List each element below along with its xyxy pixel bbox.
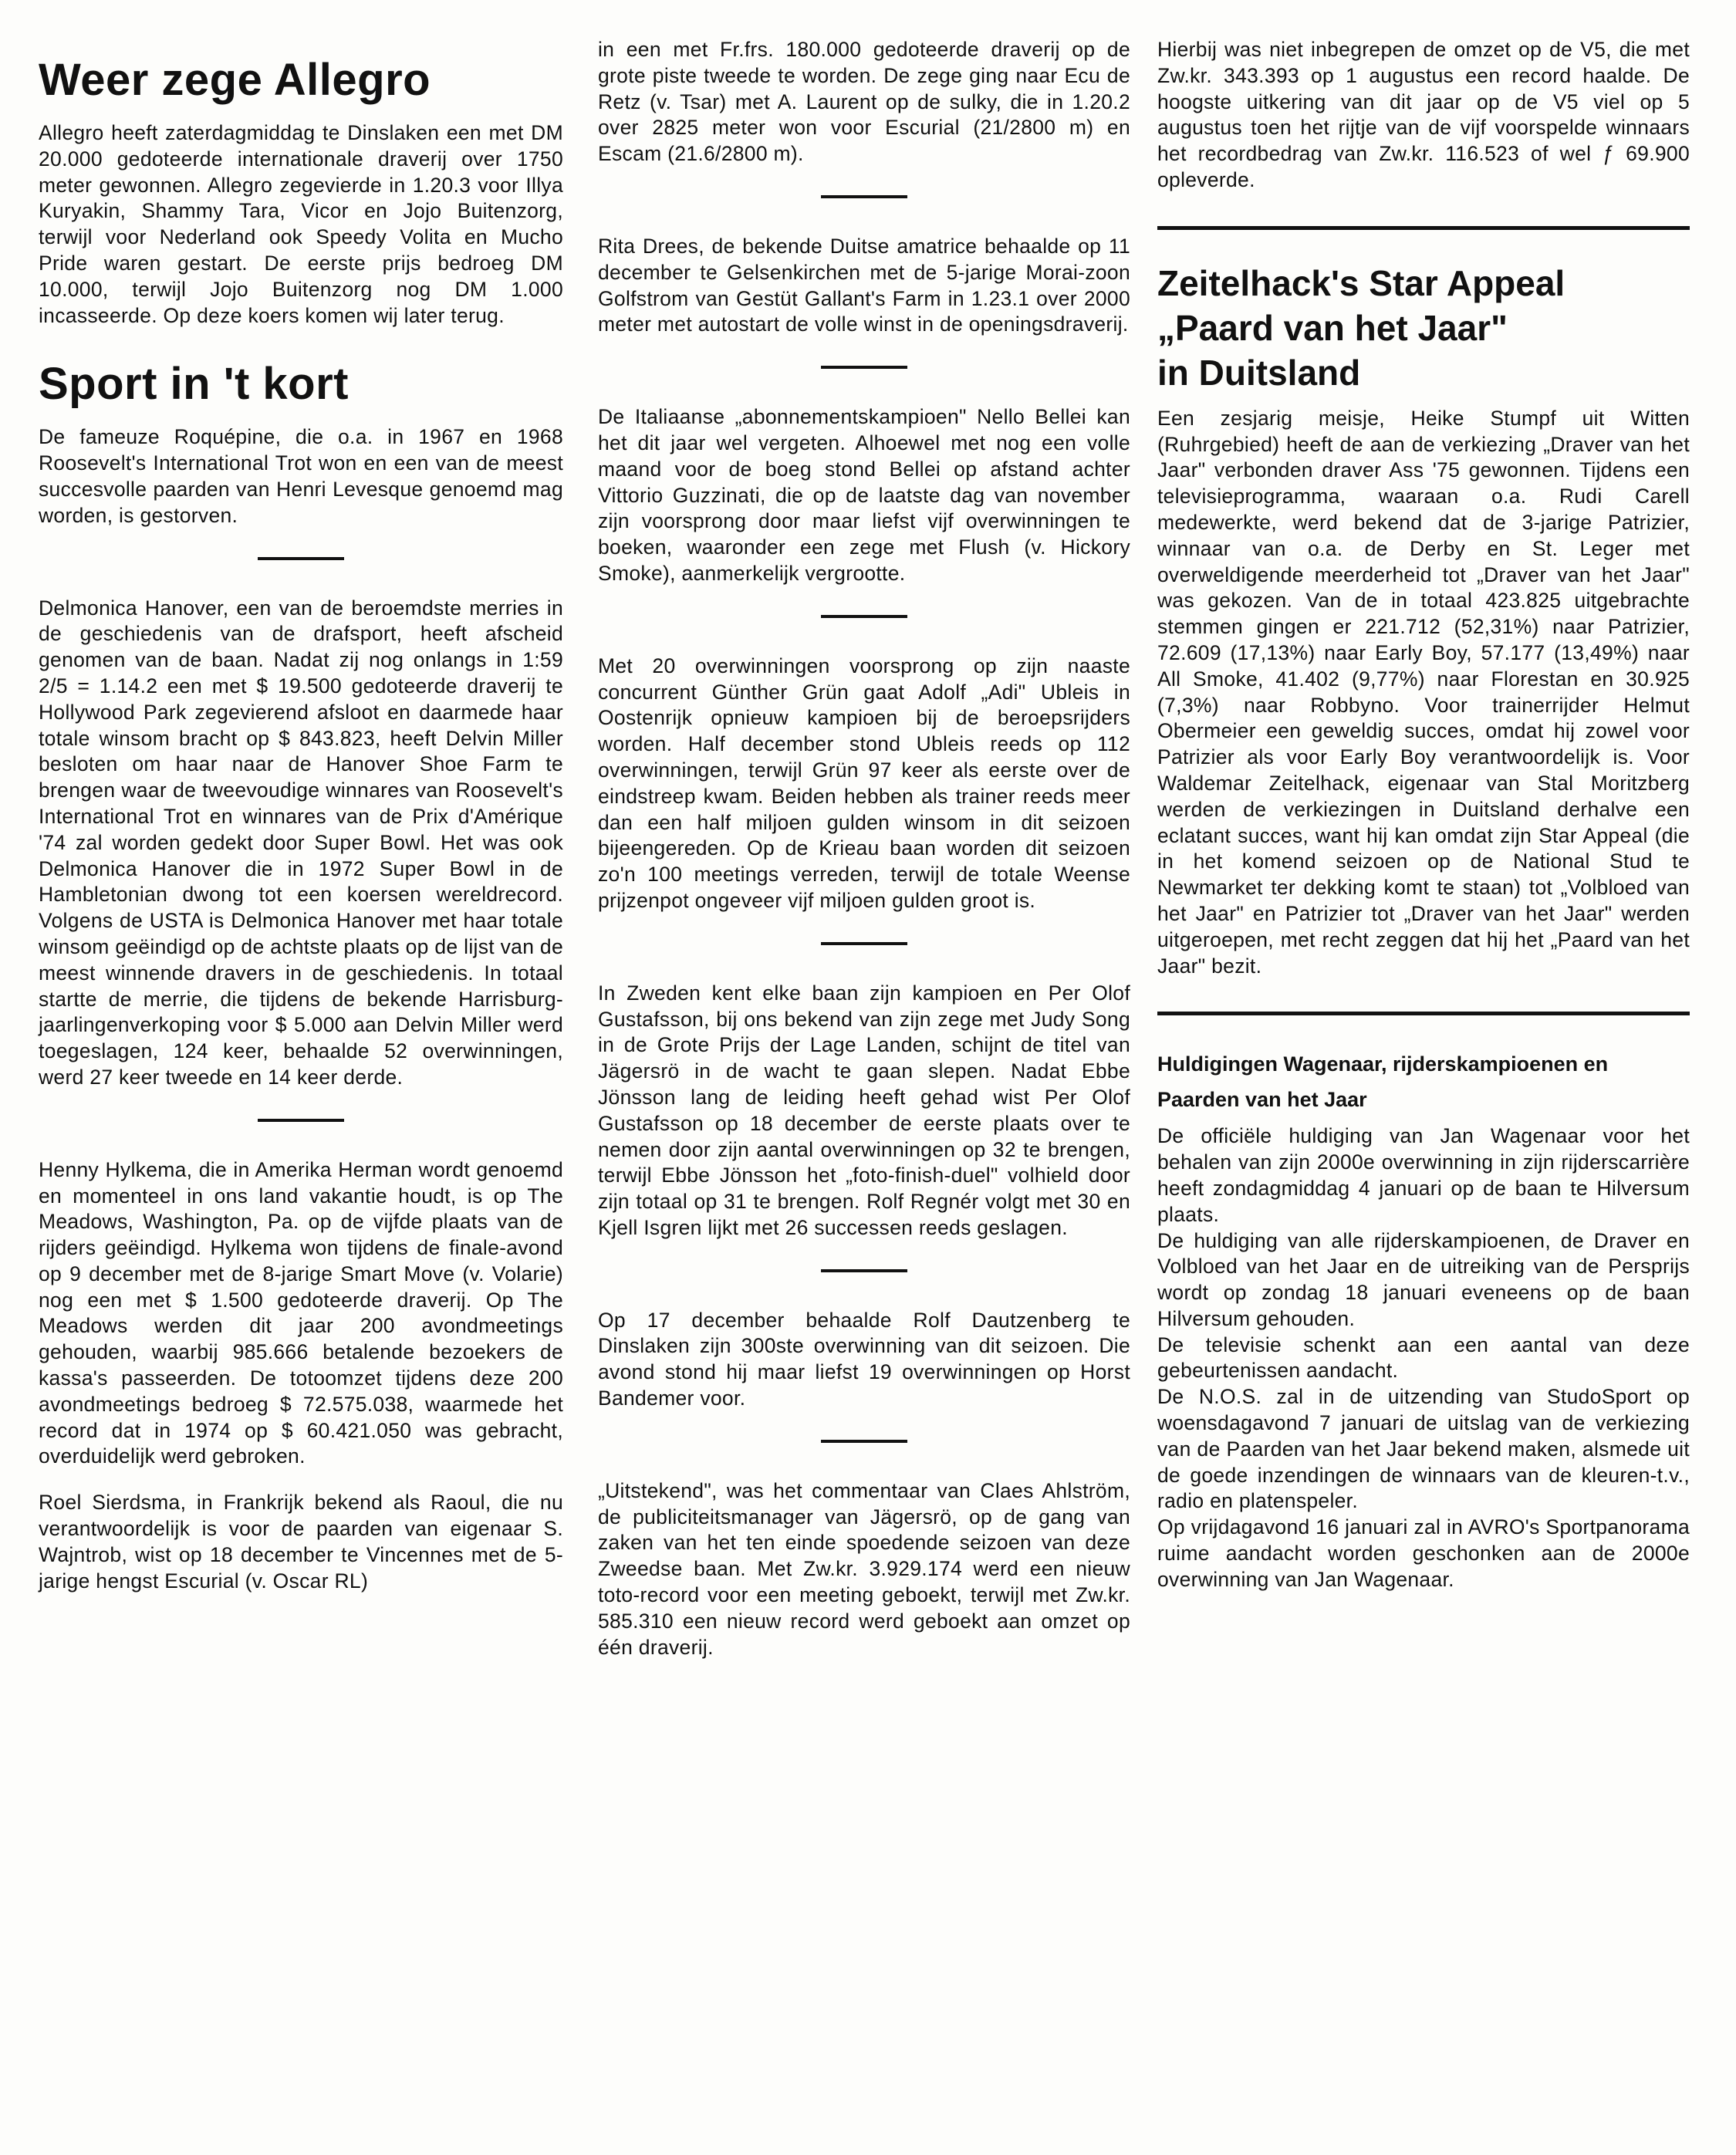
- article-claes-ahlstrom: „Uitstekend", was het commentaar van Claes Ahlström, de publiciteitsmanager van Jägersrö, op de gang van zaken van het ten einde spoedende seizoen van deze Zweedse baan. Met Zw.kr. 3.929.174 werd een nieuw toto-record voor een meeting geboekt, terwijl met Zw.kr. 585.310 een nieuw record werd geboekt aan omzet op één draverij.: [598, 1478, 1130, 1659]
- article-rita-drees: Rita Drees, de bekende Duitse amatrice behaalde op 11 december te Gelsenkirchen met de 5-jarige Morai-zoon Golfstrom van Gestüt Gallant's Farm in 1.23.1 over 2000 meter met autostart de volle winst in de openingsdraverij.: [598, 234, 1130, 336]
- article-allegro: Allegro heeft zaterdagmiddag te Dinslaken een met DM 20.000 gedoteerde internationale draverij over 1750 meter gewonnen. Allegro zegevierde in 1.20.3 voor Illya Kuryakin, Shammy Tara, Vicor en Jojo Buitenzorg, terwijl voor Nederland ook Speedy Volita en Mucho Pride waren gestart. De eerste prijs bedroeg DM 10.000, terwijl Jojo Buitenzorg nog DM 1.000 incasseerde. Op deze koers komen wij later terug.: [39, 121, 563, 327]
- section-rule: [1157, 1012, 1690, 1015]
- divider: [821, 615, 907, 618]
- article-rolf-dautzenberg: Op 17 december behaalde Rolf Dautzenberg te Dinslaken zijn 300ste overwinning van dit seizoen. Die avond stond hij maar liefst 19 overwinningen op Horst Bandemer voor.: [598, 1308, 1130, 1410]
- column-3: [1157, 37, 1690, 1593]
- article-roquepine: De fameuze Roquépine, die o.a. in 1967 en 1968 Roosevelt's International Trot won en een van de meest succesvolle paarden van Henri Levesque genoemd mag worden, is gestorven.: [39, 425, 563, 527]
- headline-sport-in-t-kort: Sport in 't kort: [39, 359, 349, 410]
- article-star-appeal: Een zesjarig meisje, Heike Stumpf uit Witten (Ruhrgebied) heeft de aan de verkiezing „Draver van het Jaar" verbonden draver Ass '75 gewonnen. Tijdens een televisieprogramma, waaraan o.a. Rudi Carell medewerkte, werd bekend dat de 3-jarige Patrizier, winnaar van o.a. de Derby en St. Leger met overweldigende meerderheid tot „Draver van het Jaar" was gekozen. Van de in totaal 423.825 uitgebrachte stemmen gingen er 221.712 (52,31%) naar Patrizier, 72.609 (17,13%) naar Early Boy, 57.177 (13,49%) naar All Smoke, 41.402 (9,77%) naar Florestan en 30.925 (7,3%) naar Robbyno. Voor trainerrijder Helmut Obermeier een geweldig succes, omdat hij zowel voor Patrizier als voor Early Boy verantwoordelijk is. Voor Waldemar Zeitelhack, eigenaar van Stal Moritzberg werden de verkiezingen in Duitsland derhalve een eclatant succes, want hij kan omdat zijn Star Appeal (die in het komend seizoen op de National Stud te Newmarket ter dekking komt te staan) tot „Volbloed van het Jaar" en Patrizier tot „Draver van het Jaar" werden uitgeroepen, met recht zeggen dat hij het „Paard van het Jaar" bezit.: [1157, 406, 1690, 978]
- divider: [258, 1119, 344, 1122]
- column-1: [39, 37, 563, 1594]
- headline-star-appeal: Zeitelhack's Star Appeal „Paard van het Jaar" in Duitsland: [1157, 262, 1565, 393]
- article-roel-sierdsma: Roel Sierdsma, in Frankrijk bekend als Raoul, die nu verantwoordelijk is voor de paarden van eigenaar S. Wajntrob, wist op 18 december te Vincennes met de 5-jarige hengst Escurial (v. Oscar RL): [39, 1491, 563, 1593]
- article-huldiging-2: De huldiging van alle rijderskampioenen, de Draver en Volbloed van het Jaar en de uitreiking van de Persprijs wordt op zondag 18 januari eveneens op de baan Hilversum gehouden.: [1157, 1228, 1690, 1330]
- headline-weer-zege-allegro: Weer zege Allegro: [39, 55, 431, 105]
- headline-huldigingen: Huldigingen Wagenaar, rijderskampioenen en Paarden van het Jaar: [1157, 1052, 1609, 1112]
- article-huldiging-3: De televisie schenkt aan een aantal van deze gebeurtenissen aandacht.: [1157, 1333, 1690, 1383]
- divider: [821, 942, 907, 945]
- divider: [821, 366, 907, 369]
- divider: [258, 557, 344, 560]
- article-escurial-continued: in een met Fr.frs. 180.000 gedoteerde draverij op de grote piste tweede te worden. De zege ging naar Ecu de Retz (v. Tsar) met A. Laurent op de sulky, die in 1.20.2 over 2825 meter won voor Escurial (21/2800 m) en Escam (21.6/2800 m).: [598, 38, 1130, 166]
- article-huldiging-5: Op vrijdagavond 16 januari zal in AVRO's Sportpanorama ruime aandacht worden geschonken aan de 2000e overwinning van Jan Wagenaar.: [1157, 1515, 1690, 1591]
- article-huldiging-1: De officiële huldiging van Jan Wagenaar voor het behalen van zijn 2000e overwinning in zijn rijderscarrière heeft zondagmiddag 4 januari op de baan te Hilversum plaats.: [1157, 1124, 1690, 1226]
- divider: [821, 195, 907, 198]
- article-nello-bellei: De Italiaanse „abonnementskampioen" Nello Bellei kan het dit jaar wel vergeten. Alhoewel met nog een volle maand voor de boeg stond Bellei op afstand achter Vittorio Guzzinati, die op de laatste dag van november zijn voorsprong door maar liefst vijf overwinningen te boeken, waaronder een zege met Flush (v. Hickory Smoke), aanmerkelijk vergrootte.: [598, 405, 1130, 585]
- section-rule: [1157, 226, 1690, 230]
- article-henny-hylkema: Henny Hylkema, die in Amerika Herman wordt genoemd en momenteel in ons land vakantie houdt, is op The Meadows, Washington, Pa. op de vijfde plaats van de rijders geëindigd. Hylkema won tijdens de finale-avond op 9 december met de 8-jarige Smart Move (v. Volarie) nog een met $ 1.500 gedoteerde draverij. Op The Meadows werden dit jaar 200 avondmeetings gehouden, waarbij 985.666 betalende bezoekers de kassa's passeerden. De totoomzet tijdens deze 200 avondmeetings bedroeg $ 72.575.038, waarmede het record dat in 1974 op $ 60.421.050 was gebracht, overduidelijk werd gebroken.: [39, 1157, 563, 1468]
- article-huldiging-4: De N.O.S. zal in de uitzending van StudoSport op woensdagavond 7 januari de uitslag van de verkiezing van de Paarden van het Jaar bekend maken, alsmede uit de goede inzendingen de winnaars van de kleuren-t.v., radio en platenspeler.: [1157, 1385, 1690, 1513]
- divider: [821, 1440, 907, 1443]
- article-v5-omzet: Hierbij was niet inbegrepen de omzet op de V5, die met Zw.kr. 343.393 op 1 augustus een record haalde. De hoogste uitkering van dit jaar op de V5 viel op 5 augustus toen het rijtje van de vijf voorspelde winnaars het recordbedrag van Zw.kr. 116.523 of wel ƒ 69.900 opleverde.: [1157, 38, 1690, 191]
- article-zweden: In Zweden kent elke baan zijn kampioen en Per Olof Gustafsson, bij ons bekend van zijn zege met Judy Song in de Grote Prijs der Lage Landen, schijnt de titel van Jägersrö in de wacht te gaan slepen. Nadat Ebbe Jönsson lang de leiding heeft gehad wist Per Olof Gustafsson op 18 december de eerste plaats over te nemen door zijn aantal overwinningen op 32 te brengen, terwijl Ebbe Jönsson het „foto-finish-duel" volhield door zijn totaal op 31 te brengen. Rolf Regnér volgt met 30 en Kjell Isgren lijkt met 26 successen reeds geslagen.: [598, 981, 1130, 1239]
- article-adi-ubleis: Met 20 overwinningen voorsprong op zijn naaste concurrent Günther Grün gaat Adolf „Adi" Ubleis in Oostenrijk opnieuw kampioen bij de beroepsrijders worden. Half december stond Ubleis reeds op 112 overwinningen, terwijl Grün 97 keer als eerste over de eindstreep kwam. Beiden hebben als trainer reeds meer dan een half miljoen gulden winsom in dit seizoen bijeengereden. Op de Krieau baan worden dit seizoen zo'n 100 meetings verreden, terwijl de totale Weense prijzenpot ongeveer vijf miljoen gulden groot is.: [598, 654, 1130, 912]
- divider: [821, 1269, 907, 1272]
- column-2: [598, 37, 1130, 1660]
- article-delmonica-hanover: Delmonica Hanover, een van de beroemdste merries in de geschiedenis van de drafsport, heeft afscheid genomen van de baan. Nadat zij nog onlangs in 1:59 2/5 = 1.14.2 een met $ 19.500 gedoteerde draverij te Hollywood Park zegevierend afsloot en daarmede haar totale winsom bracht op $ 843.823, heeft Delvin Miller besloten om haar naar de Hanover Shoe Farm te brengen waar de tweevoudige winnares van Roosevelt's International Trot en winnares van de Prix d'Amérique '74 zal worden gedekt door Super Bowl. Het was ook Delmonica Hanover die in 1972 Super Bowl in de Hambletonian dwong tot een koersen wereldrecord. Volgens de USTA is Delmonica Hanover met haar totale winsom geëindigd op de achtste plaats op de lijst van de meest winnende dravers in de geschiedenis. In totaal startte de merrie, die tijdens de bekende Harrisburg-jaarlingenverkoping voor $ 5.000 aan Delvin Miller werd toegeslagen, 124 keer, behaalde 52 overwinningen, werd 27 keer tweede en 14 keer derde.: [39, 596, 563, 1089]
